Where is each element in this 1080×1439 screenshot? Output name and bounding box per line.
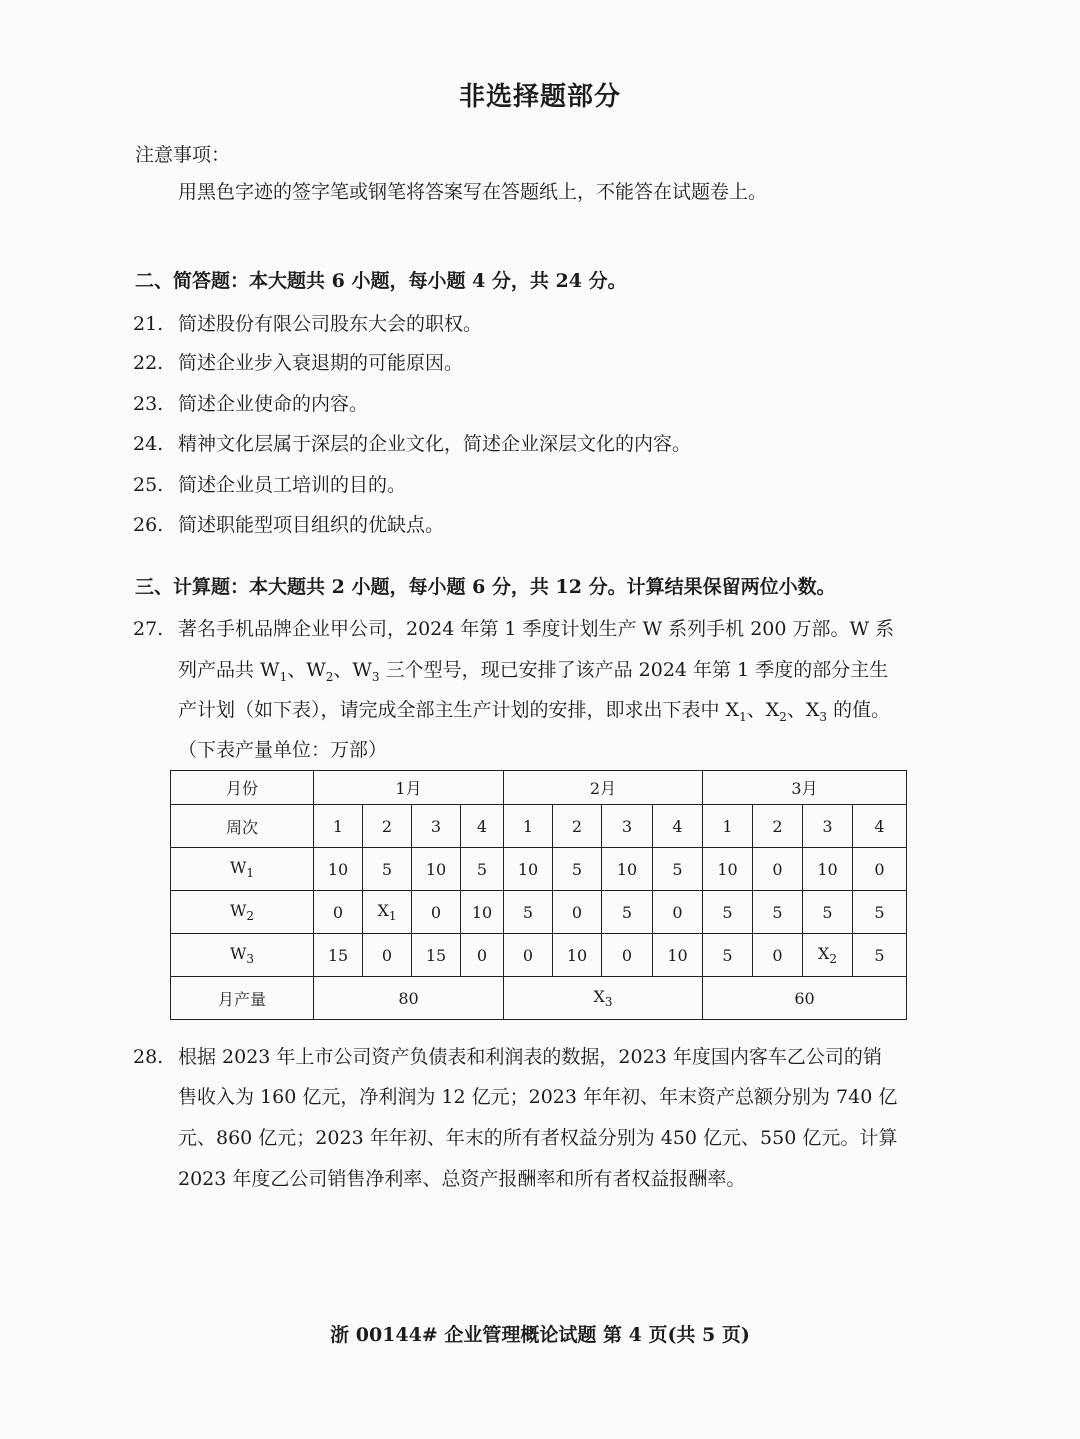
table-cell: 0 <box>314 891 363 934</box>
question-27-line4: （下表产量单位：万部） <box>178 739 388 761</box>
table-cell: $X_1$ <box>363 891 412 934</box>
table-row-total <box>171 977 907 1020</box>
question-27-line1 <box>133 614 894 641</box>
table-cell: 0 <box>363 934 412 977</box>
section2-heading: 二、简答题：本大题共 6 小题，每小题 4 分，共 24 分。 <box>135 270 627 292</box>
table-cell: 10 <box>504 848 553 891</box>
week-cell: 2 <box>753 805 803 848</box>
question-number: 28. <box>133 1046 164 1068</box>
week-cell: 2 <box>363 805 412 848</box>
table-cell: 5 <box>461 848 504 891</box>
week-cell: 4 <box>853 805 907 848</box>
table-cell: 5 <box>703 934 753 977</box>
question-number: 25. <box>133 474 164 496</box>
table-cell: 5 <box>363 848 412 891</box>
question-27-line2: 列产品共 $W_1$、$W_2$、$W_3$ 三个型号，现已安排了该产品 2024 年第 1 季度的部分主生 <box>178 659 889 684</box>
week-cell: 3 <box>602 805 653 848</box>
table-cell: 0 <box>553 891 602 934</box>
table-cell: 0 <box>412 891 461 934</box>
question-number: 27. <box>133 618 164 640</box>
table-cell: 5 <box>703 891 753 934</box>
page-footer: 浙 00144# 企业管理概论试题 第 4 页(共 5 页) <box>330 1324 750 1346</box>
table-cell: 0 <box>504 934 553 977</box>
table-cell: 0 <box>853 848 907 891</box>
notice-label: 注意事项： <box>135 144 231 166</box>
week-cell: 1 <box>504 805 553 848</box>
question-28-line4: 2023 年度乙公司销售净利率、总资产报酬率和所有者权益报酬率。 <box>178 1168 746 1190</box>
table-cell: 0 <box>753 934 803 977</box>
question-27-line3: 产计划（如下表），请完成全部主生产计划的安排，即求出下表中 $X_1$、$X_2$、$X_3$ 的值。 <box>178 699 891 724</box>
row-label: 月份 <box>171 771 314 805</box>
table-cell: 5 <box>653 848 703 891</box>
table-cell: 10 <box>461 891 504 934</box>
table-cell: 10 <box>703 848 753 891</box>
table-cell: 0 <box>602 934 653 977</box>
table-row <box>171 848 907 891</box>
month-header: 1月 <box>314 771 504 805</box>
monthly-total: 80 <box>314 977 504 1020</box>
table-row <box>171 891 907 934</box>
table-cell: 5 <box>853 934 907 977</box>
table-cell: 10 <box>314 848 363 891</box>
table-cell: $X_2$ <box>803 934 853 977</box>
question-text: 简述职能型项目组织的优缺点。 <box>178 514 445 536</box>
week-cell: 3 <box>803 805 853 848</box>
question-26 <box>133 510 444 537</box>
question-28-line1 <box>133 1042 882 1069</box>
month-header: 3月 <box>703 771 907 805</box>
table-cell: 5 <box>853 891 907 934</box>
table-cell: 10 <box>412 848 461 891</box>
question-number: 23. <box>133 393 164 415</box>
page-title: 非选择题部分 <box>458 82 621 112</box>
question-22 <box>133 348 463 375</box>
row-label: $W_2$ <box>171 891 314 934</box>
table-cell: 15 <box>314 934 363 977</box>
monthly-total: 60 <box>703 977 907 1020</box>
table-cell: 5 <box>504 891 553 934</box>
row-label: 周次 <box>171 805 314 848</box>
question-text: 简述股份有限公司股东大会的职权。 <box>178 313 483 335</box>
question-number: 24. <box>133 433 164 455</box>
question-text: 简述企业步入衰退期的可能原因。 <box>178 352 464 374</box>
question-text: 精神文化层属于深层的企业文化，简述企业深层文化的内容。 <box>178 433 692 455</box>
table-row <box>171 934 907 977</box>
week-cell: 1 <box>703 805 753 848</box>
week-cell: 2 <box>553 805 602 848</box>
question-25 <box>133 470 406 497</box>
monthly-total: $X_3$ <box>504 977 703 1020</box>
month-header: 2月 <box>504 771 703 805</box>
table-cell: 0 <box>461 934 504 977</box>
table-cell: 10 <box>803 848 853 891</box>
row-label: $W_1$ <box>171 848 314 891</box>
table-cell: 10 <box>653 934 703 977</box>
table-cell: 0 <box>753 848 803 891</box>
table-cell: 10 <box>602 848 653 891</box>
notice-text: 用黑色字迹的签字笔或钢笔将答案写在答题纸上，不能答在试题卷上。 <box>178 181 768 203</box>
table-cell: 5 <box>553 848 602 891</box>
table-cell: 5 <box>753 891 803 934</box>
row-label: $W_3$ <box>171 934 314 977</box>
week-cell: 4 <box>653 805 703 848</box>
question-21 <box>133 309 482 336</box>
question-text: 简述企业使命的内容。 <box>178 393 369 415</box>
week-cell: 1 <box>314 805 363 848</box>
table-cell: 5 <box>803 891 853 934</box>
question-28-line2: 售收入为 160 亿元，净利润为 12 亿元；2023 年年初、年末资产总额分别为 740 亿 <box>178 1086 898 1108</box>
question-text: 根据 2023 年上市公司资产负债表和利润表的数据，2023 年度国内客车乙公司的销 <box>178 1046 882 1068</box>
table-row-month <box>171 771 907 805</box>
table-cell: 10 <box>553 934 602 977</box>
table-cell: 5 <box>602 891 653 934</box>
week-cell: 4 <box>461 805 504 848</box>
question-23 <box>133 389 368 416</box>
question-number: 21. <box>133 313 164 335</box>
question-number: 22. <box>133 352 164 374</box>
question-24 <box>133 429 691 456</box>
row-label: 月产量 <box>171 977 314 1020</box>
question-number: 26. <box>133 514 164 536</box>
question-28-line3: 元、860 亿元；2023 年年初、年末的所有者权益分别为 450 亿元、550 亿元。计算 <box>178 1127 898 1149</box>
week-cell: 3 <box>412 805 461 848</box>
table-cell: 0 <box>653 891 703 934</box>
section3-heading: 三、计算题：本大题共 2 小题，每小题 6 分，共 12 分。计算结果保留两位小数。 <box>135 576 836 598</box>
production-plan-table <box>170 770 907 1020</box>
question-text: 著名手机品牌企业甲公司，2024 年第 1 季度计划生产 W 系列手机 200 万部。W 系 <box>178 618 895 640</box>
table-row-week <box>171 805 907 848</box>
question-text: 简述企业员工培训的目的。 <box>178 474 407 496</box>
table-cell: 15 <box>412 934 461 977</box>
